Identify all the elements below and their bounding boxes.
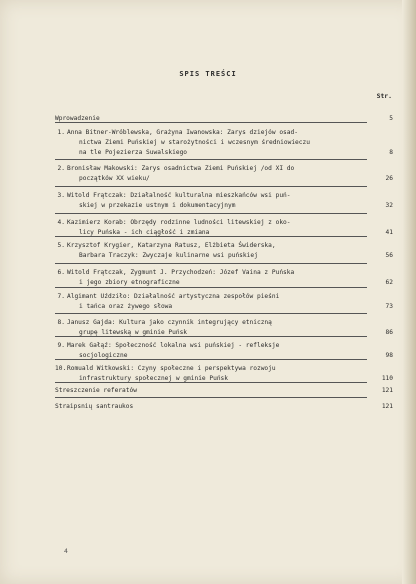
separator-rule bbox=[55, 313, 367, 314]
toc-entry-line bbox=[55, 318, 395, 328]
toc-entry-line bbox=[55, 386, 395, 396]
toc-entry bbox=[55, 128, 395, 158]
toc-entry-number: 4. bbox=[57, 219, 65, 226]
toc-entry-line bbox=[55, 191, 395, 201]
toc-entry-line bbox=[55, 402, 395, 412]
toc-entry bbox=[55, 218, 395, 238]
toc-entry-text: Kazimierz Korab: Obrzędy rodzinne ludności litewskiej z oko- bbox=[67, 219, 291, 226]
toc-title: SPIS TREŚCI bbox=[179, 70, 237, 78]
separator-rule bbox=[55, 382, 367, 383]
toc-entry-text: Janusz Gajda: Kultura jako czynnik integrujący etniczną bbox=[67, 319, 272, 326]
toc-entry-text: Algimant Uździło: Działalność artystyczna zespołów pieśni bbox=[67, 293, 280, 300]
toc-entry-number: 2. bbox=[57, 165, 65, 172]
separator-rule bbox=[55, 336, 367, 337]
toc-entry bbox=[55, 341, 395, 361]
separator-rule bbox=[55, 213, 367, 214]
page-column-header: Str. bbox=[376, 92, 392, 100]
toc-entry-line bbox=[55, 251, 395, 261]
separator-rule bbox=[55, 236, 367, 237]
toc-entry-line bbox=[55, 292, 395, 302]
separator-rule bbox=[55, 359, 367, 360]
toc-entry-page: 26 bbox=[385, 175, 393, 182]
toc-entry-page: 41 bbox=[385, 229, 393, 236]
toc-entry-number: 7. bbox=[57, 293, 65, 300]
toc-entry-text: Streszczenie referatów bbox=[55, 387, 137, 394]
toc-entry-text: nictwa Ziemi Puńskiej w starożytności i wczesnym średniowieczu bbox=[79, 139, 310, 146]
toc-entry-text: początków XX wieku/ bbox=[79, 175, 150, 182]
toc-entry bbox=[55, 241, 395, 261]
toc-entry bbox=[55, 364, 395, 384]
toc-entry-text: na tle Pojezierza Suwalskiego bbox=[79, 149, 188, 156]
toc-entry-page: 121 bbox=[381, 387, 393, 394]
toc-entry-page: 73 bbox=[385, 303, 393, 310]
toc-entry-page: 121 bbox=[381, 403, 393, 410]
toc-entry-text: Witold Frątczak, Zygmunt J. Przychodzeń: Józef Vaina z Puńska bbox=[67, 269, 295, 276]
toc-entry-text: Anna Bitner-Wróblewska, Grażyna Iwanowska: Zarys dziejów osad- bbox=[67, 129, 298, 136]
toc-entry bbox=[55, 318, 395, 338]
toc-entry bbox=[55, 292, 395, 312]
toc-entry-text: Witold Frątczak: Działalność kulturalna mieszkańców wsi puń- bbox=[67, 192, 291, 199]
toc-entry-text: licy Puńska - ich ciągłość i zmiana bbox=[79, 229, 210, 236]
toc-entry-page: 62 bbox=[385, 279, 393, 286]
footer-page-number: 4 bbox=[64, 547, 68, 555]
toc-entry-number: 5. bbox=[57, 242, 65, 249]
toc-entry-text: Krzysztof Krygier, Katarzyna Ratusz, Elżbieta Świderska, bbox=[67, 242, 276, 249]
toc-entry bbox=[55, 402, 395, 412]
toc-entry bbox=[55, 268, 395, 288]
toc-entry-text: Wprowadzenie bbox=[55, 115, 100, 122]
toc-entry-line bbox=[55, 268, 395, 278]
separator-rule bbox=[55, 263, 367, 264]
toc-entry-number: 10. bbox=[55, 365, 67, 372]
toc-entry-line bbox=[55, 148, 395, 158]
toc-entry-text: i tańca oraz żywego słowa bbox=[79, 303, 173, 310]
toc-entry-line bbox=[55, 302, 395, 312]
toc-entry-number: 3. bbox=[57, 192, 65, 199]
toc-entry bbox=[55, 191, 395, 211]
separator-rule bbox=[55, 397, 367, 398]
toc-entry-text: skiej w przekazie ustnym i dokumentacyjnym bbox=[79, 202, 236, 209]
toc-entry-line bbox=[55, 138, 395, 148]
toc-entry-page: 32 bbox=[385, 202, 393, 209]
toc-entry-number: 6. bbox=[57, 269, 65, 276]
toc-entry-page: 8 bbox=[389, 149, 393, 156]
toc-entry-page: 110 bbox=[381, 375, 393, 382]
toc-entry bbox=[55, 164, 395, 184]
toc-entry-text: infrastruktury społecznej w gminie Puńsk bbox=[79, 375, 229, 382]
toc-entry-text: Romuald Witkowski: Czyny społeczne i perspektywa rozwoju bbox=[67, 365, 276, 372]
separator-rule bbox=[55, 159, 367, 160]
toc-entry-page: 86 bbox=[385, 329, 393, 336]
toc-entry-line bbox=[55, 341, 395, 351]
toc-entry-text: Barbara Traczyk: Zwyczaje kulinarne wsi puńskiej bbox=[79, 252, 258, 259]
toc-entry-text: socjologiczne bbox=[79, 352, 128, 359]
page-edge bbox=[402, 0, 416, 584]
toc-entry-page: 56 bbox=[385, 252, 393, 259]
separator-rule bbox=[55, 122, 367, 123]
toc-entry-line bbox=[55, 128, 395, 138]
toc-entry-number: 1. bbox=[57, 129, 65, 136]
toc-entry-text: Marek Gałąź: Społeczność lokalna wsi puńskiej - refleksje bbox=[67, 342, 280, 349]
toc-entry-line bbox=[55, 164, 395, 174]
toc-entry-number: 9. bbox=[57, 342, 65, 349]
toc-entry-text: i jego zbiory etnograficzne bbox=[79, 279, 180, 286]
toc-entry-line bbox=[55, 364, 395, 374]
toc-entry-number: 8. bbox=[57, 319, 65, 326]
toc-entry-line bbox=[55, 241, 395, 251]
toc-entry-text: grupę litewską w gminie Puńsk bbox=[79, 329, 188, 336]
toc-entry-line bbox=[55, 218, 395, 228]
separator-rule bbox=[55, 186, 367, 187]
toc-entry-text: Straipsnių santraukos bbox=[55, 403, 134, 410]
separator-rule bbox=[55, 287, 367, 288]
toc-entry-page: 98 bbox=[385, 352, 393, 359]
toc-entry-text: Bronisław Makowski: Zarys osadnictwa Ziemi Puńskiej /od XI do bbox=[67, 165, 295, 172]
toc-entry-line bbox=[55, 201, 395, 211]
toc-entry-line bbox=[55, 174, 395, 184]
toc-entry-page: 5 bbox=[389, 115, 393, 122]
toc-entry bbox=[55, 386, 395, 396]
